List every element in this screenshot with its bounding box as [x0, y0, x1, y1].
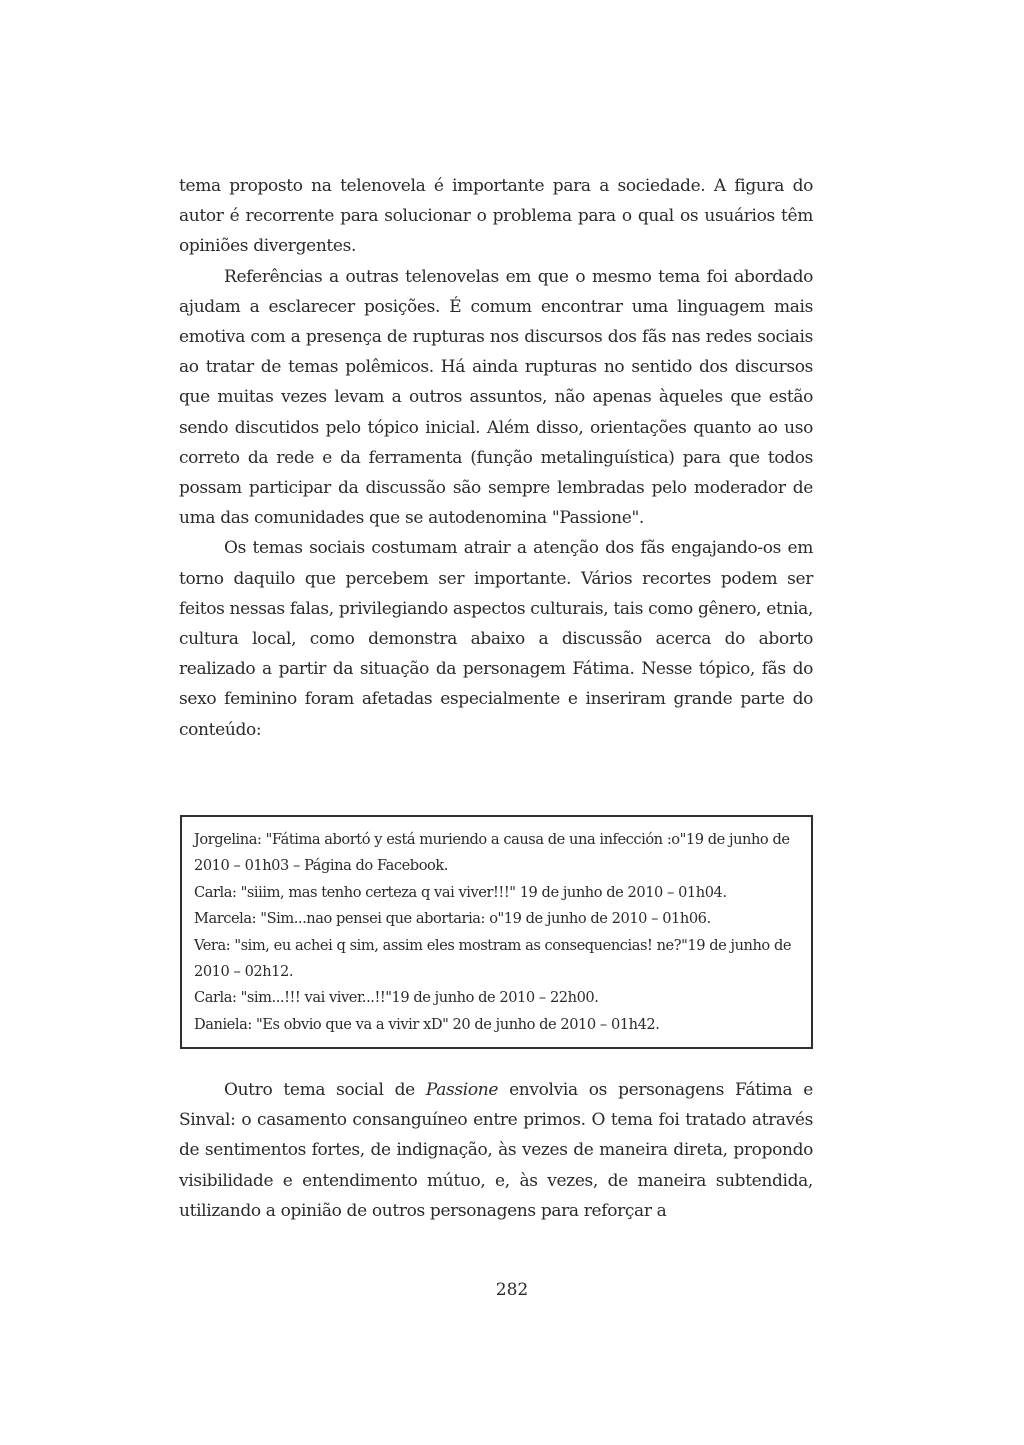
paragraph-references: Referências a outras telenovelas em que o mesmo tema foi abordado ajudam a esclarecer posições. É comum encontrar uma linguagem mais emotiva com a presença de rupturas nos discursos dos fãs nas redes sociais ao tratar de temas polêmicos. Há ainda rupturas no sentido dos discursos que muitas vezes levam a outros assuntos, não apenas àqueles que estão sendo discutidos pelo tópico inicial. Além disso, orientações quanto ao uso correto da rede e da ferramenta (função metalinguística) para que todos possam participar da discussão são sempre lembradas pelo moderador de uma das comunidades que se autodenomina "Passione".	[179, 266, 813, 529]
paragraph-continuation: tema proposto na telenovela é importante para a sociedade. A figura do autor é recorrente para solucionar o problema para o qual os usuários têm opiniões divergentes.	[179, 176, 813, 257]
comment-line: Jorgelina: "Fátima abortó y está muriendo a causa de una infección :o"19 de junho de 2010 – 01h03 – Página do Facebook.	[194, 831, 790, 875]
paragraph-consanguineous-marriage	[179, 1075, 813, 1226]
telenovela-title: Passione	[425, 1080, 499, 1100]
comment-line: Vera: "sim, eu achei q sim, assim eles mostram as consequencias! ne?"19 de junho de 2010 – 02h12.	[194, 936, 792, 981]
comment-line: Carla: "sim...!!! vai viver...!!"19 de junho de 2010 – 22h00.	[194, 989, 599, 1007]
body-text-bottom	[179, 1075, 813, 1226]
paragraph-social-themes: Os temas sociais costumam atrair a atenção dos fãs engajando-os em torno daquilo que percebem ser importante. Vários recortes podem ser feitos nessas falas, privilegiando aspectos culturais, tais como gênero, etnia, cultura local, como demonstra abaixo a discussão acerca do aborto realizado a partir da situação da personagem Fátima. Nesse tópico, fãs do sexo feminino foram afetadas especialmente e inseriram grande parte do conteúdo:	[179, 538, 813, 740]
paragraph-text-end: envolvia os personagens Fátima e Sinval: o casamento consanguíneo entre primos. O tema foi tratado através de sentimentos fortes, de indignação, às vezes de maneira direta, propondo visibilidade e entendimento mútuo, e, às vezes, de maneira subtendida, utilizando a opinião de outros personagens para reforçar a	[179, 1080, 813, 1221]
quoted-comments-box	[180, 815, 813, 1049]
comment-line: Marcela: "Sim...nao pensei que abortaria: o"19 de junho de 2010 – 01h06.	[194, 910, 711, 928]
paragraph-text-start: Outro tema social de	[224, 1080, 426, 1100]
comment-line: Carla: "siiim, mas tenho certeza q vai viver!!!" 19 de junho de 2010 – 01h04.	[194, 883, 727, 901]
comment-line: Daniela: "Es obvio que va a vivir xD" 20 de junho de 2010 – 01h42.	[194, 1015, 660, 1033]
page-number: 282	[495, 1280, 529, 1300]
body-text-top	[179, 171, 813, 745]
